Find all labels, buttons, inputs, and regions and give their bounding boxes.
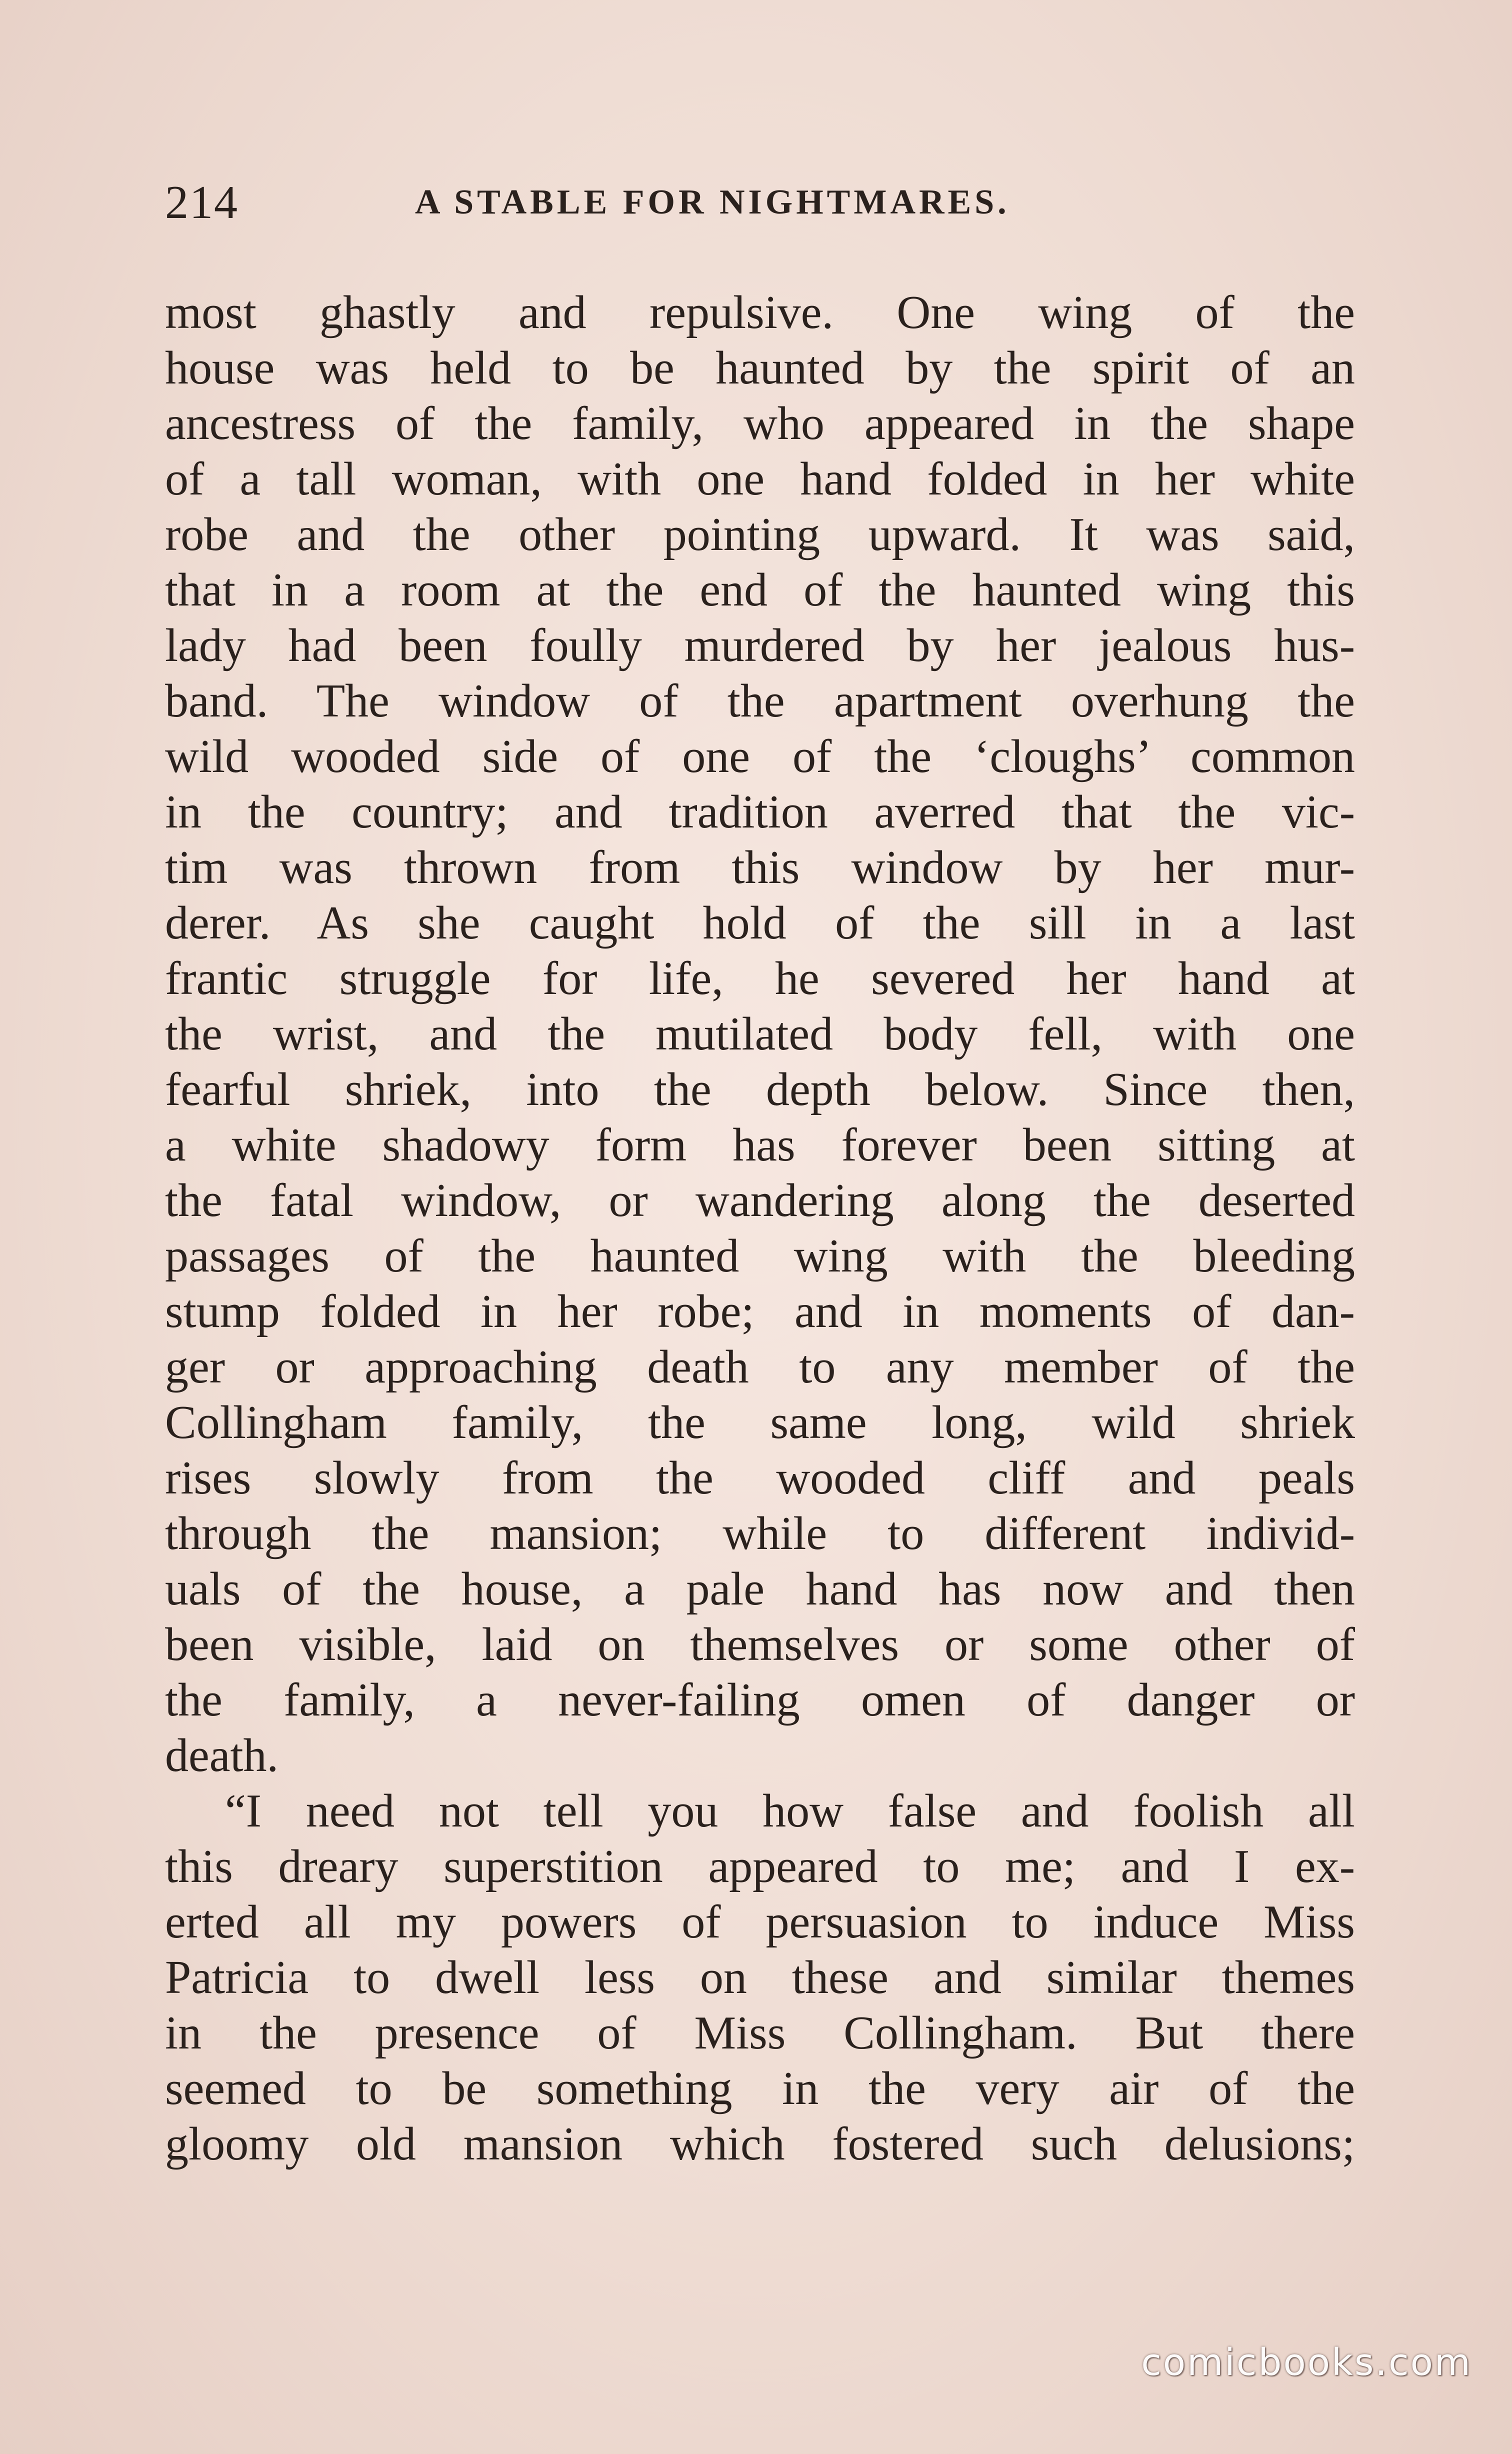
text-line: rises slowly from the wooded cliff and peals	[165, 1452, 1355, 1504]
text-line: gloomy old mansion which fostered such delusions;	[165, 2118, 1355, 2170]
text-line: stump folded in her robe; and in moments of dan-	[165, 1286, 1355, 1338]
text-line: band. The window of the apartment overhung the	[165, 675, 1355, 727]
text-line: Patricia to dwell less on these and similar themes	[165, 1952, 1355, 2004]
text-line: house was held to be haunted by the spirit of an	[165, 342, 1355, 394]
text-line: frantic struggle for life, he severed her hand at	[165, 952, 1355, 1004]
page-number: 214	[165, 176, 238, 228]
text-line: lady had been foully murdered by her jealous hus-	[165, 620, 1355, 672]
body-text	[165, 285, 1355, 2172]
text-line: seemed to be something in the very air of the	[165, 2062, 1355, 2114]
text-line: wild wooded side of one of the ‘cloughs’ common	[165, 730, 1355, 782]
text-line: erted all my powers of persuasion to induce Miss	[165, 1896, 1355, 1948]
text-line: the fatal window, or wandering along the deserted	[165, 1174, 1355, 1226]
text-line: fearful shriek, into the depth below. Since then,	[165, 1064, 1355, 1116]
watermark: comicbooks.com	[1141, 2341, 1472, 2384]
page-header	[165, 172, 1355, 232]
text-line: been visible, laid on themselves or some other of	[165, 1618, 1355, 1670]
text-line: a white shadowy form has forever been sitting at	[165, 1119, 1355, 1171]
text-line: this dreary superstition appeared to me; and I ex-	[165, 1840, 1355, 1892]
text-line: Collingham family, the same long, wild shriek	[165, 1396, 1355, 1448]
running-head: A STABLE FOR NIGHTMARES.	[415, 183, 1010, 222]
text-line: ancestress of the family, who appeared in the shape	[165, 398, 1355, 450]
text-line: tim was thrown from this window by her mur-	[165, 842, 1355, 894]
text-line: passages of the haunted wing with the bleeding	[165, 1230, 1355, 1282]
text-line: the wrist, and the mutilated body fell, with one	[165, 1008, 1355, 1060]
text-line: uals of the house, a pale hand has now and then	[165, 1563, 1355, 1615]
text-line: derer. As she caught hold of the sill in a last	[165, 897, 1355, 949]
text-line: of a tall woman, with one hand folded in her white	[165, 453, 1355, 505]
text-line: the family, a never-failing omen of danger or	[165, 1674, 1355, 1726]
paragraph-start-line: “I need not tell you how false and foolish all	[225, 1785, 1355, 1837]
paragraph-end-line: death.	[165, 1730, 279, 1782]
text-line: most ghastly and repulsive. One wing of the	[165, 286, 1355, 338]
text-line: in the country; and tradition averred that the vic-	[165, 786, 1355, 838]
text-line: through the mansion; while to different individ-	[165, 1508, 1355, 1560]
text-line: robe and the other pointing upward. It was said,	[165, 508, 1355, 560]
text-line: in the presence of Miss Collingham. But there	[165, 2007, 1355, 2059]
text-line: ger or approaching death to any member of the	[165, 1341, 1355, 1393]
text-line: that in a room at the end of the haunted wing this	[165, 564, 1355, 616]
